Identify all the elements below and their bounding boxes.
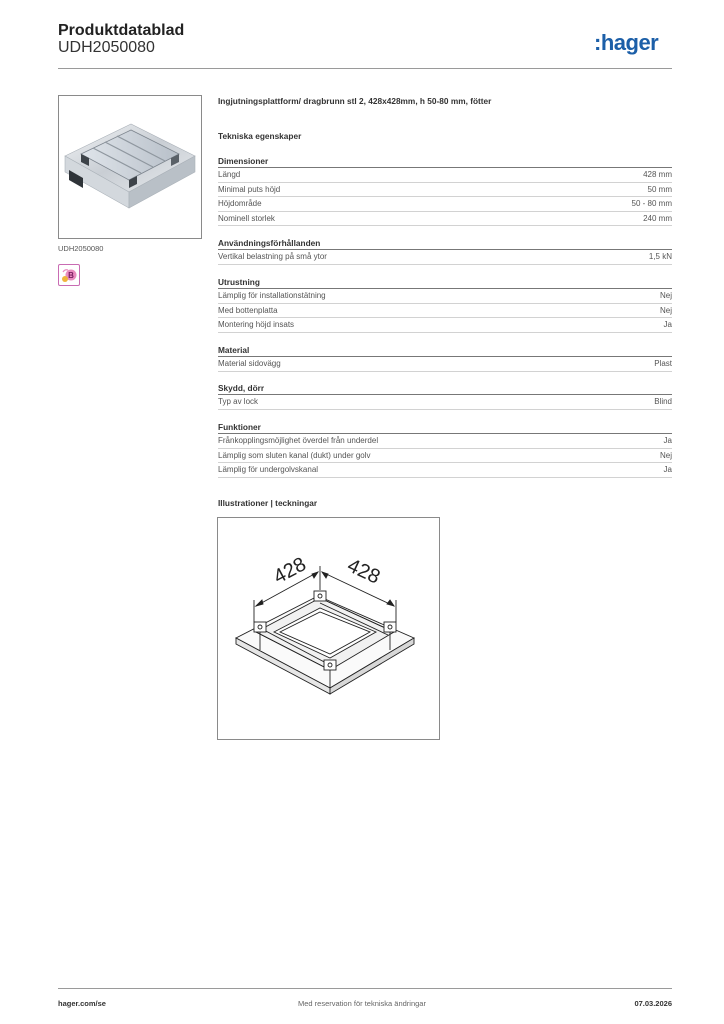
spec-label: Frånkopplingsmöjlighet överdel från underdel — [218, 436, 379, 445]
specs-heading: Tekniska egenskaper — [218, 131, 302, 141]
spec-label: Montering höjd insats — [218, 320, 295, 329]
spec-value: Ja — [663, 465, 672, 474]
spec-value: Nej — [659, 450, 672, 460]
svg-text:B: B — [68, 271, 74, 280]
group-title: Utrustning — [218, 276, 672, 289]
header-divider — [58, 68, 672, 69]
image-caption: UDH2050080 — [58, 244, 104, 253]
spec-group-usage — [218, 237, 672, 265]
dimension-drawing-icon — [218, 518, 439, 739]
spec-value: Plast — [654, 359, 672, 368]
spec-value: Blind — [654, 397, 672, 406]
footer-divider — [58, 988, 672, 989]
spec-label: Lämplig för undergolvskanal — [218, 465, 319, 474]
spec-label: Lämplig för installationstätning — [218, 291, 326, 300]
technical-drawing — [217, 517, 440, 740]
spec-label: Vertikal belastning på små ytor — [218, 252, 327, 261]
recycle-badge-icon — [58, 264, 80, 286]
spec-value: Ja — [663, 320, 672, 329]
group-title: Funktioner — [218, 421, 672, 434]
spec-group-material — [218, 344, 672, 372]
footer-note: Med reservation för tekniska ändringar — [298, 999, 426, 1008]
spec-label: Höjdområde — [218, 199, 262, 208]
dimension-label-right: 428 — [343, 554, 384, 589]
spec-row — [218, 197, 672, 212]
spec-row — [218, 357, 672, 372]
spec-group-protection — [218, 382, 672, 410]
spec-group-dimensions — [218, 155, 672, 226]
logo-colon-icon: : — [594, 30, 601, 55]
spec-value: 50 mm — [647, 184, 672, 194]
spec-group-equipment — [218, 276, 672, 333]
product-image — [58, 95, 202, 239]
spec-row — [218, 289, 672, 304]
group-title: Användningsförhållanden — [218, 237, 672, 250]
product-code: UDH2050080 — [58, 39, 155, 56]
footer-website[interactable]: hager.com/se — [58, 999, 106, 1008]
spec-row — [218, 449, 672, 464]
group-title: Skydd, dörr — [218, 382, 672, 395]
spec-row — [218, 463, 672, 478]
spec-value: 1,5 kN — [648, 252, 672, 261]
spec-label: Material sidovägg — [218, 359, 281, 368]
spec-value: 50 - 80 mm — [631, 199, 672, 208]
spec-value: Nej — [659, 291, 672, 300]
spec-row — [218, 434, 672, 449]
dimension-label-left: 428 — [270, 553, 310, 589]
spec-value: Nej — [659, 305, 672, 315]
spec-value: Ja — [663, 436, 672, 445]
spec-label: Typ av lock — [218, 397, 259, 406]
group-title: Material — [218, 344, 672, 357]
spec-label: Nominell storlek — [218, 213, 275, 223]
product-photo-icon — [59, 96, 201, 238]
spec-row — [218, 212, 672, 227]
page-title: Produktdatablad — [58, 22, 185, 39]
spec-row — [218, 304, 672, 319]
hager-logo — [594, 30, 658, 56]
logo-text: hager — [600, 30, 659, 55]
spec-row — [218, 318, 672, 333]
spec-label: Minimal puts höjd — [218, 184, 281, 194]
spec-group-functions — [218, 421, 672, 478]
spec-label: Med bottenplatta — [218, 305, 278, 315]
spec-row — [218, 250, 672, 265]
spec-row — [218, 168, 672, 183]
spec-value: 428 mm — [643, 170, 672, 179]
illustrations-heading: Illustrationer | teckningar — [218, 498, 318, 508]
footer-date: 07.03.2026 — [634, 999, 672, 1008]
product-description: Ingjutningsplattform/ dragbrunn stl 2, 428x428mm, h 50-80 mm, fötter — [218, 96, 492, 106]
spec-value: 240 mm — [643, 213, 672, 223]
spec-label: Längd — [218, 170, 241, 179]
spec-row — [218, 395, 672, 410]
spec-row — [218, 183, 672, 198]
spec-label: Lämplig som sluten kanal (dukt) under golv — [218, 450, 371, 460]
group-title: Dimensioner — [218, 155, 672, 168]
